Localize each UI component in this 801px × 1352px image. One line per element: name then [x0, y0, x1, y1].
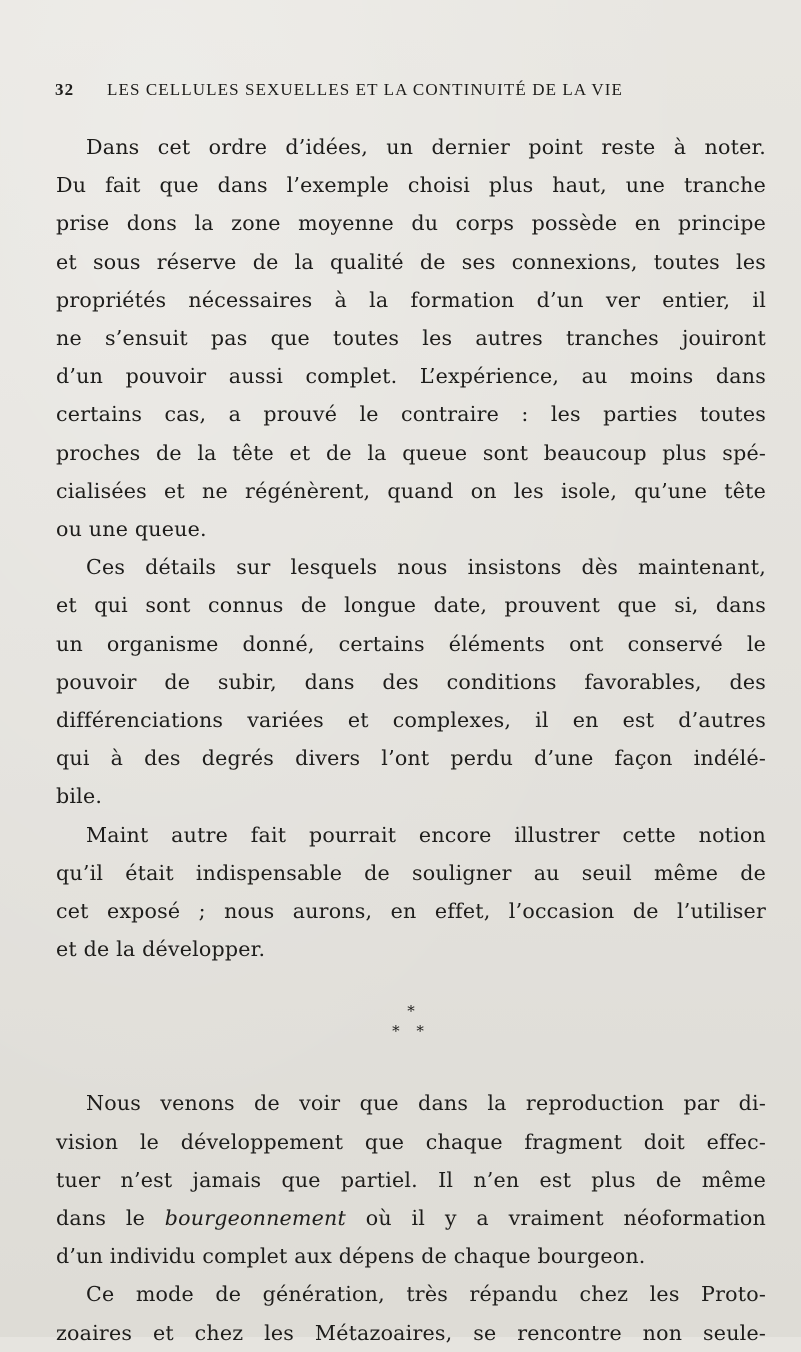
- text-line: ne s’ensuit pas que toutes les autres tranches jouiront: [56, 326, 766, 351]
- text-span: dans le: [56, 1206, 165, 1231]
- text-line: Dans cet ordre d’idées, un dernier point reste à noter.: [86, 135, 766, 159]
- text-line: cialisées et ne régénèrent, quand on les isole, qu’une tête: [56, 478, 766, 503]
- running-head: [55, 80, 755, 104]
- text-line: et de la développer.: [56, 937, 266, 962]
- text-line: d’un pouvoir aussi complet. L’expérience, au moins dans: [56, 364, 766, 389]
- text-line: proches de la tête et de la queue sont beaucoup plus spé-: [56, 440, 766, 465]
- text-line-with-italic: [56, 1199, 766, 1237]
- text-line: un organisme donné, certains éléments ont conservé le: [56, 631, 766, 656]
- text-line: Ce mode de génération, très répandu chez les Proto-: [86, 1282, 766, 1307]
- text-line: qui à des degrés divers l’ont perdu d’une façon indélé-: [56, 746, 766, 771]
- text-line: pouvoir de subir, dans des conditions favorables, des: [56, 669, 766, 694]
- text-span: où il y a vraiment néoformation: [345, 1206, 766, 1231]
- text-line: et qui sont connus de longue date, prouvent que si, dans: [56, 593, 766, 618]
- text-line: Ces détails sur lesquels nous insistons dès maintenant,: [86, 555, 766, 580]
- text-line: Du fait que dans l’exemple choisi plus haut, une tranche: [56, 173, 766, 198]
- text-line: ou une queue.: [56, 517, 207, 542]
- text-line: Maint autre fait pourrait encore illustrer cette notion: [86, 822, 766, 847]
- text-line: d’un individu complet aux dépens de chaque bourgeon.: [56, 1244, 646, 1269]
- running-title: LES CELLULES SEXUELLES ET LA CONTINUITÉ DE LA VIE: [107, 80, 624, 99]
- paragraph-5: [56, 1275, 766, 1351]
- section-asterism: [56, 968, 766, 1084]
- paragraph-3: [56, 816, 766, 969]
- text-line: vision le développement que chaque fragment doit effec-: [56, 1129, 766, 1154]
- body-text: [56, 128, 766, 1352]
- text-line: et sous réserve de la qualité de ses connexions, toutes les: [56, 249, 766, 274]
- text-line: zoaires et chez les Métazoaires, se rencontre non seule-: [56, 1320, 766, 1345]
- italic-term: bourgeonnement: [164, 1206, 346, 1231]
- text-line: différenciations variées et complexes, il en est d’autres: [56, 708, 766, 733]
- asterism-top: *: [407, 1002, 415, 1021]
- asterism-bottom: * *: [392, 1022, 430, 1041]
- paragraph-2: [56, 548, 766, 815]
- text-line: prise dons la zone moyenne du corps possède en principe: [56, 211, 766, 236]
- text-line: bile.: [56, 784, 103, 809]
- text-line: cet exposé ; nous aurons, en effet, l’occasion de l’utiliser: [56, 899, 766, 924]
- text-line: propriétés nécessaires à la formation d’un ver entier, il: [56, 287, 766, 312]
- paragraph-4: [56, 1084, 766, 1275]
- text-line: tuer n’est jamais que partiel. Il n’en est plus de même: [56, 1167, 766, 1192]
- page-number: 32: [55, 80, 75, 99]
- paragraph-1: [56, 128, 766, 548]
- text-line: certains cas, a prouvé le contraire : les parties toutes: [56, 402, 766, 427]
- text-line: Nous venons de voir que dans la reproduction par di-: [86, 1091, 766, 1116]
- text-line: qu’il était indispensable de souligner au seuil même de: [56, 860, 766, 885]
